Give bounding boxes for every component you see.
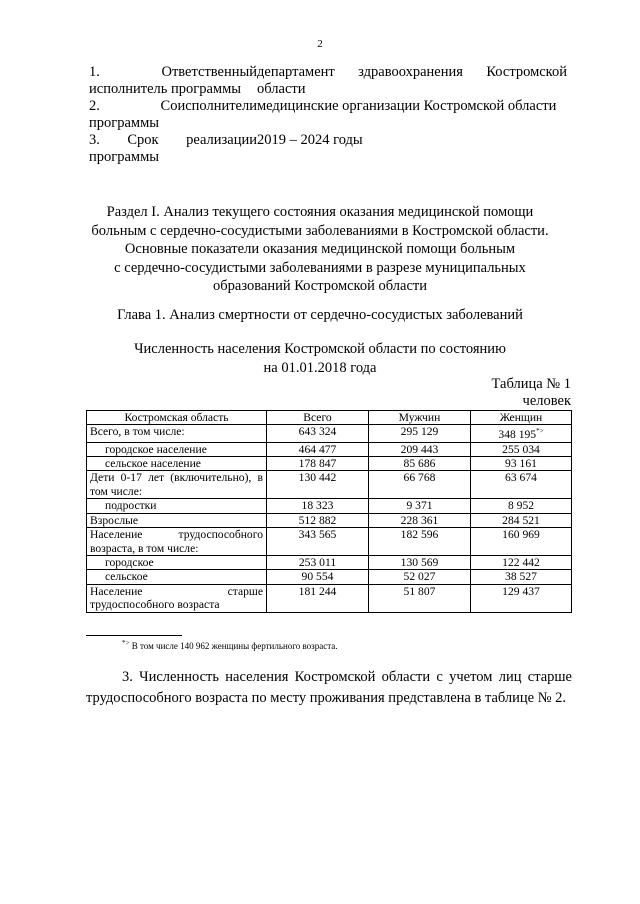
row-label: Дети 0-17 лет (включительно), в том числе: (87, 471, 267, 499)
cell-women: 8 952 (471, 499, 572, 513)
passport-label: 3. Срок реализации программы (89, 132, 257, 165)
section-title-line: Основные показатели оказания медицинской помощи больным (124, 241, 516, 257)
cell-women: 129 437 (471, 584, 572, 612)
cell-women: 284 521 (471, 513, 572, 527)
passport-value: медицинские организации Костромской области (257, 98, 557, 114)
program-passport (89, 64, 567, 166)
table-caption-line: на 01.01.2018 года (263, 359, 377, 376)
row-label: Всего, в том числе: (87, 425, 267, 442)
cell-men: 52 027 (369, 570, 471, 584)
cell-men: 182 596 (369, 528, 471, 556)
passport-label: 2. Соисполнители программы (89, 98, 257, 131)
table-row (87, 570, 572, 584)
population-table (86, 410, 572, 613)
cell-total: 253 011 (267, 555, 369, 569)
cell-total: 178 847 (267, 457, 369, 471)
cell-total: 130 442 (267, 471, 369, 499)
cell-men: 228 361 (369, 513, 471, 527)
section-title-line: больным с сердечно-сосудистыми заболеваниями в Костромской области. (91, 222, 549, 239)
table-caption (70, 340, 570, 377)
row-label: городское население (87, 442, 267, 456)
section-title-line: образований Костромской области (213, 278, 427, 294)
row-label: городское (87, 555, 267, 569)
chapter-title: Глава 1. Анализ смертности от сердечно-сосудистых заболеваний (117, 307, 523, 323)
cell-men: 130 569 (369, 555, 471, 569)
cell-women-wrapper (471, 425, 572, 442)
table-row (87, 513, 572, 527)
passport-row (89, 64, 567, 98)
section-title-line: Раздел I. Анализ текущего состояния оказания медицинской помощи (106, 204, 534, 220)
section-title-line: с сердечно-сосудистыми заболеваниями в разрезе муниципальных (114, 259, 526, 276)
passport-row (89, 132, 567, 166)
column-header: Костромская область (87, 411, 267, 425)
row-label: сельское (87, 570, 267, 584)
table-row (87, 528, 572, 556)
column-header: Мужчин (369, 411, 471, 425)
table-row (87, 471, 572, 499)
table-row (87, 425, 572, 442)
table-unit: человек (522, 393, 571, 409)
footnote-divider (86, 635, 182, 636)
passport-value: 2019 – 2024 годы (257, 132, 363, 148)
cell-total: 18 323 (267, 499, 369, 513)
passport-row (89, 98, 567, 132)
cell-men: 295 129 (369, 425, 471, 442)
cell-total: 181 244 (267, 584, 369, 612)
cell-total: 512 882 (267, 513, 369, 527)
cell-women: 255 034 (471, 442, 572, 456)
body-paragraph: 3. Численность населения Костромской области с учетом лиц старше трудоспособного возраста по месту проживания представлена в таблице № 2. (86, 669, 572, 706)
table-row (87, 555, 572, 569)
cell-total: 643 324 (267, 425, 369, 442)
row-label: Население трудоспособного возраста, в том числе: (87, 528, 267, 556)
cell-women: 122 442 (471, 555, 572, 569)
cell-men: 9 371 (369, 499, 471, 513)
table-row (87, 584, 572, 612)
row-label: Население старше трудоспособного возраста (87, 584, 267, 612)
column-header: Женщин (471, 411, 572, 425)
table-row (87, 442, 572, 456)
footnote-mark: *> (122, 639, 130, 647)
section-title (70, 203, 570, 296)
cell-men: 209 443 (369, 442, 471, 456)
cell-total: 343 565 (267, 528, 369, 556)
footnote-mark: *> (536, 427, 544, 436)
cell-women: 38 527 (471, 570, 572, 584)
cell-men: 51 807 (369, 584, 471, 612)
column-header: Всего (267, 411, 369, 425)
cell-women: 348 195 (498, 428, 537, 442)
table-caption-line: Численность населения Костромской области по состоянию (134, 341, 506, 357)
row-label: сельское население (87, 457, 267, 471)
cell-total: 90 554 (267, 570, 369, 584)
row-label: подростки (87, 499, 267, 513)
cell-women: 63 674 (471, 471, 572, 499)
cell-men: 85 686 (369, 457, 471, 471)
table-header-row (87, 411, 572, 425)
table-row (87, 499, 572, 513)
cell-men: 66 768 (369, 471, 471, 499)
page-number: 2 (317, 38, 323, 50)
cell-women: 160 969 (471, 528, 572, 556)
passport-value: департамент здравоохранения Костромской области (257, 64, 567, 97)
cell-total: 464 477 (267, 442, 369, 456)
table-row (87, 457, 572, 471)
passport-label: 1. Ответственный исполнитель программы (89, 64, 257, 97)
footnote-text: В том числе 140 962 женщины фертильного возраста. (129, 641, 338, 651)
cell-women: 93 161 (471, 457, 572, 471)
table-number: Таблица № 1 (491, 376, 571, 392)
row-label: Взрослые (87, 513, 267, 527)
footnote (122, 639, 338, 651)
